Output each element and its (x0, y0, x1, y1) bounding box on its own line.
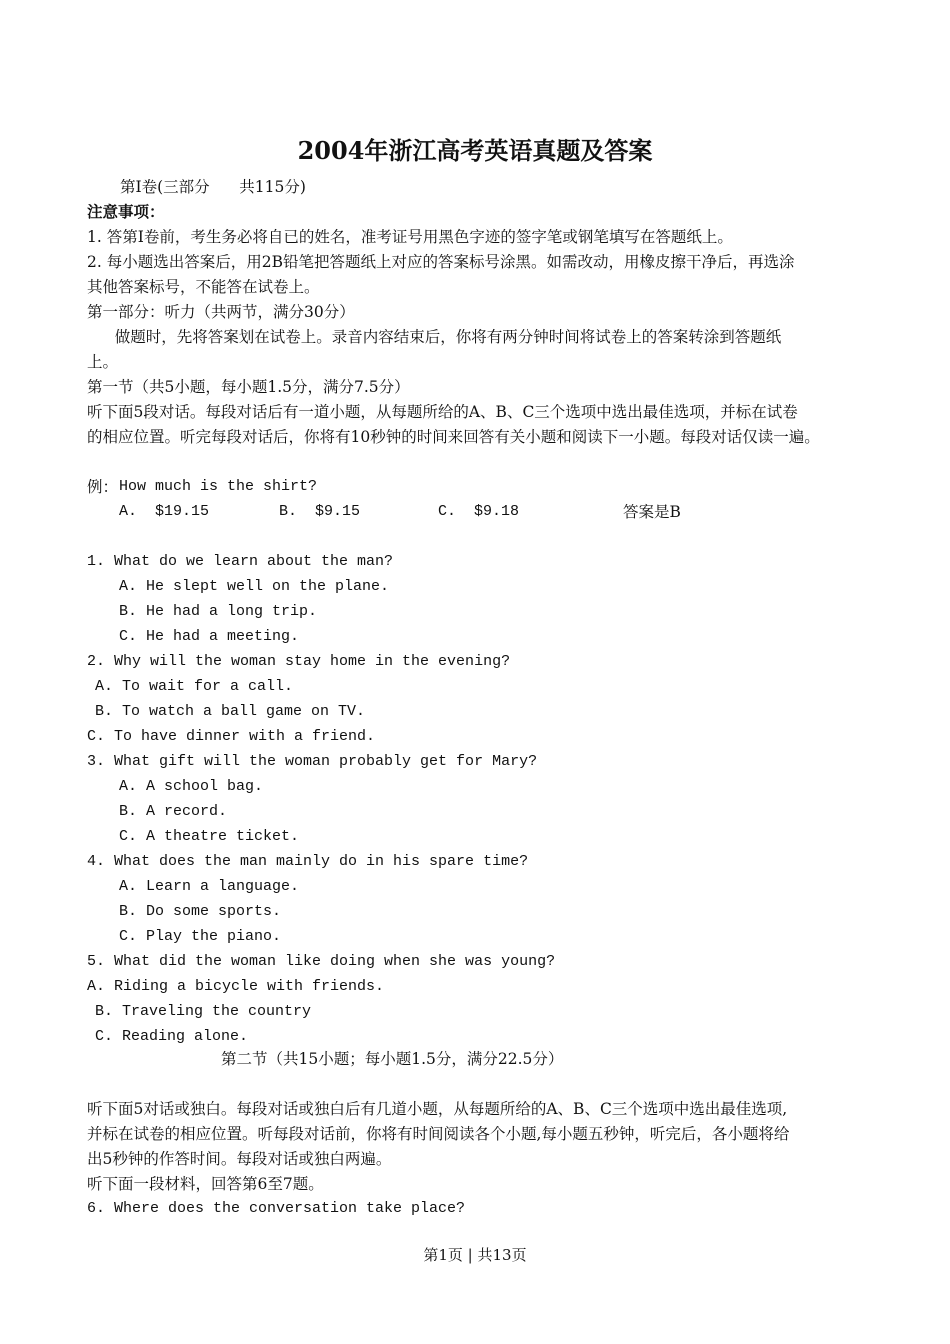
section1-instruction-a: 听下面5段对话。每段对话后有一道小题，从每题所给的A、B、C三个选项中选出最佳选项，并标在试卷 (87, 403, 798, 421)
q4-option-c: C. Play the piano. (119, 928, 282, 945)
q4-option-b: B. Do some sports. (119, 903, 282, 920)
q5-option-c: C. Reading alone. (95, 1028, 249, 1045)
note-2a: 2. 每小题选出答案后，用2B铅笔把答题纸上对应的答案标号涂黑。如需改动，用橡皮擦干净后，再选涂 (87, 253, 795, 271)
question-6: 6. Where does the conversation take place? (87, 1200, 466, 1217)
question-2: 2. Why will the woman stay home in the evening? (87, 653, 511, 670)
q2-option-b: B. To watch a ball game on TV. (95, 703, 366, 720)
q3-option-b: B. A record. (119, 803, 228, 820)
example-option-a: A. $19.15 (119, 503, 210, 520)
q2-option-a: A. To wait for a call. (95, 678, 294, 695)
question-4: 4. What does the man mainly do in his spare time? (87, 853, 529, 870)
q1-option-c: C. He had a meeting. (119, 628, 300, 645)
q3-option-a: A. A school bag. (119, 778, 264, 795)
q5-option-a: A. Riding a bicycle with friends. (87, 978, 385, 995)
page-footer: 第1页 | 共13页 (423, 1246, 527, 1264)
section1-heading: 第一节（共5小题，每小题1.5分，满分7.5分） (87, 378, 410, 396)
part1-instruction-a: 做题时，先将答案划在试卷上。录音内容结束后，你将有两分钟时间将试卷上的答案转涂到答题纸 (95, 328, 782, 346)
question-5: 5. What did the woman like doing when she was young? (87, 953, 556, 970)
note-2b: 其他答案标号，不能答在试卷上。 (87, 278, 320, 296)
q1-option-a: A. He slept well on the plane. (119, 578, 390, 595)
question-3: 3. What gift will the woman probably get for Mary? (87, 753, 538, 770)
q3-option-c: C. A theatre ticket. (119, 828, 300, 845)
example-label: 例： (87, 478, 119, 496)
example-option-b: B. $9.15 (279, 503, 361, 520)
material-instruction: 听下面一段材料，回答第6至7题。 (87, 1175, 324, 1193)
example-answer: 答案是B (623, 503, 681, 521)
q2-option-c: C. To have dinner with a friend. (87, 728, 376, 745)
example-option-c: C. $9.18 (438, 503, 520, 520)
section2-instruction-c: 出5秒钟的作答时间。每段对话或独白两遍。 (87, 1150, 392, 1168)
q4-option-a: A. Learn a language. (119, 878, 300, 895)
q5-option-b: B. Traveling the country (95, 1003, 312, 1020)
section1-instruction-b: 的相应位置。听完每段对话后，你将有10秒钟的时间来回答有关小题和阅读下一小题。每段对话仅读一遍。 (87, 428, 820, 446)
question-1: 1. What do we learn about the man? (87, 553, 394, 570)
page-title: 2004年浙江高考英语真题及答案 (297, 136, 653, 165)
section2-heading: 第二节（共15小题；每小题1.5分，满分22.5分） (221, 1050, 564, 1068)
part1-heading: 第一部分：听力（共两节，满分30分） (87, 303, 355, 321)
section2-instruction-a: 听下面5对话或独白。每段对话或独白后有几道小题，从每题所给的A、B、C三个选项中选出最佳选项, (87, 1100, 788, 1118)
q1-option-b: B. He had a long trip. (119, 603, 318, 620)
example-question: How much is the shirt? (119, 478, 318, 495)
volume-line: 第Ⅰ卷(三部分 共115分) (120, 178, 306, 196)
part1-instruction-b: 上。 (87, 353, 119, 371)
section2-instruction-b: 并标在试卷的相应位置。听每段对话前，你将有时间阅读各个小题,每小题五秒钟，听完后，各小题将给 (87, 1125, 790, 1143)
note-1: 1. 答第Ⅰ卷前，考生务必将自已的姓名，准考证号用黑色字迹的签字笔或钢笔填写在答题纸上。 (87, 228, 733, 246)
notes-heading: 注意事项： (87, 202, 165, 221)
